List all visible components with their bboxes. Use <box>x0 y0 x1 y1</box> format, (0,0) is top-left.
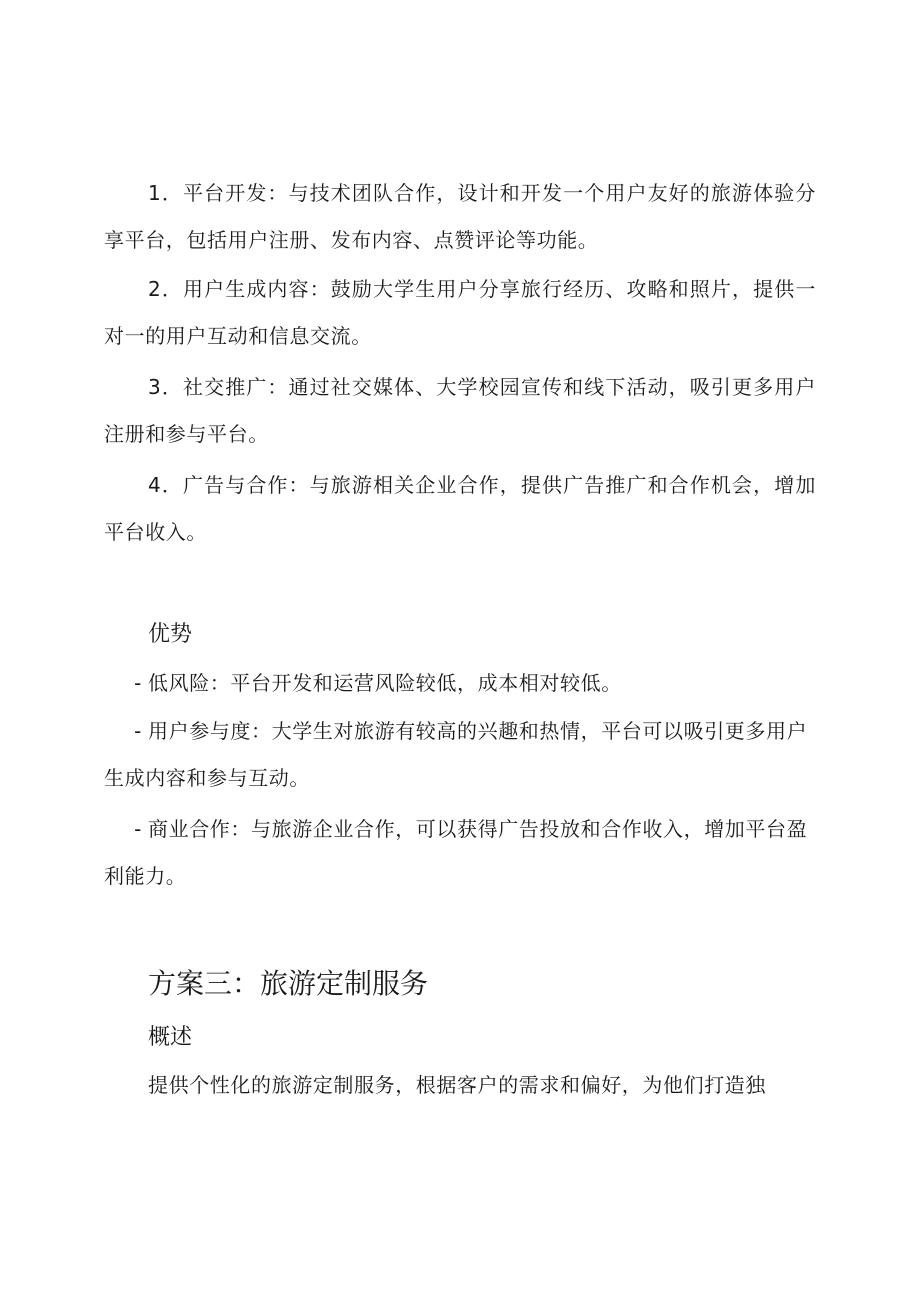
step-text: ．广告与合作：与旅游相关企业合作，提供广告推广和合作机会，增加平台收入。 <box>104 473 816 544</box>
step-number: 4 <box>148 473 162 497</box>
overview-body: 提供个性化的旅游定制服务，根据客户的需求和偏好，为他们打造独 <box>148 1073 766 1097</box>
advantage-item <box>104 806 816 900</box>
step-3 <box>104 364 816 458</box>
overview-text <box>104 1062 816 1109</box>
bullet-dash: - <box>134 817 142 841</box>
advantage-item <box>104 660 816 707</box>
step-text: ．平台开发：与技术团队合作，设计和开发一个用户友好的旅游体验分享平台，包括用户注册、发布内容、点赞评论等功能。 <box>104 181 816 252</box>
step-number: 3 <box>148 375 162 399</box>
step-text: ．社交推广：通过社交媒体、大学校园宣传和线下活动，吸引更多用户注册和参与平台。 <box>104 375 816 446</box>
step-number: 1 <box>148 181 162 205</box>
advantages-heading: 优势 <box>148 622 193 647</box>
advantage-text: 用户参与度：大学生对旅游有较高的兴趣和热情，平台可以吸引更多用户生成内容和参与互动。 <box>104 719 808 790</box>
step-4 <box>104 462 816 556</box>
step-2 <box>104 266 816 360</box>
bullet-dash: - <box>134 719 142 743</box>
overview-heading: 概述 <box>148 1025 193 1050</box>
plan3-title: 方案三：旅游定制服务 <box>148 967 429 1000</box>
advantage-text: 低风险：平台开发和运营风险较低，成本相对较低。 <box>148 671 622 695</box>
step-1 <box>104 170 816 264</box>
step-text: ．用户生成内容：鼓励大学生用户分享旅行经历、攻略和照片，提供一对一的用户互动和信息交流。 <box>104 277 816 348</box>
advantage-item <box>104 708 816 802</box>
advantage-text: 商业合作：与旅游企业合作，可以获得广告投放和合作收入，增加平台盈利能力。 <box>104 817 808 888</box>
bullet-dash: - <box>134 671 142 695</box>
step-number: 2 <box>148 277 162 301</box>
